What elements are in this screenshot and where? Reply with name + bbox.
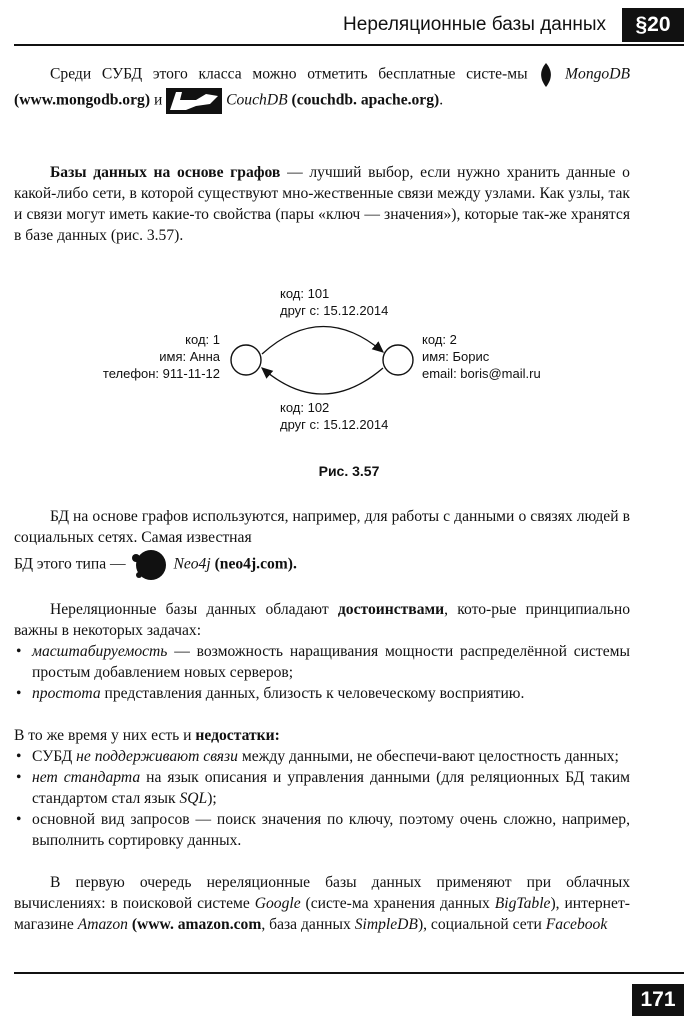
edge-bottom-date: друг с: 15.12.2014 [280,417,389,432]
cloud-text-5: ), социальной сети [417,916,542,933]
footer-rule [14,972,684,974]
disadvantage-text-end: ); [207,790,217,807]
graph-db-paragraph [14,162,630,246]
node1-phone: телефон: 911-11-12 [102,366,220,381]
disadvantage-term: нет стандарта [32,769,141,786]
advantages-intro-text: Нереляционные базы данных обладают [50,601,329,618]
graph-figure [0,282,698,452]
graph-usage-text-2: БД этого типа — [14,555,126,573]
edge-top-date: друг с: 15.12.2014 [280,303,389,318]
neo4j-logo-icon [130,548,170,582]
cloud-text-1: В первую очередь нереляционные базы данных применяют при облачных вычислениях: в поисковой системе [14,874,630,912]
list-item [14,809,630,851]
graph-db-term: Базы данных на основе графов [50,164,281,181]
cloud-text-3: ), интернет-магазине [14,895,630,933]
running-header [14,8,684,46]
couchdb-name: CouchDB [226,91,288,109]
edge-bottom-code: код: 102 [280,400,330,415]
list-item [14,683,630,704]
disadvantages-intro-text: В то же время у них есть и [14,727,192,744]
google-name: Google [254,895,301,912]
intro-text: Среди СУБД этого класса можно отметить бесплатные систе-мы [50,65,528,83]
intro-end: . [439,91,444,109]
node1-code: код: 1 [185,332,220,347]
graph-node-1 [231,345,261,375]
cloud-paragraph [14,872,630,935]
neo4j-name: Neo4j [173,555,211,573]
page-number: 171 [632,984,684,1016]
disadvantages-term: недостатки: [195,727,280,744]
advantage-term: простота [32,685,101,702]
advantage-text: — возможность наращивания мощности распределённой системы простым добавлением новых серверов; [32,643,630,681]
disadvantages-intro [14,725,630,746]
couchdb-logo-icon [166,88,222,114]
cloud-text-2: (систе-ма хранения данных [305,895,490,912]
list-item [14,641,630,683]
disadvantages-list [14,746,630,851]
graph-edge-bottom [262,368,383,394]
advantages-term: достоинствами [337,601,445,618]
simpledb-name: SimpleDB [354,916,418,933]
disadvantage-text: на язык описания и управления данными (для реляционных БД таким стандартом стал язык [32,769,630,807]
graph-usage-text: БД на основе графов используются, например, для работы с данными о связях людей в социальных сетях. Самая известная [14,508,630,546]
graph-db-text: — лучший выбор, если нужно хранить данные о какой-либо сети, в которой существуют мно-жественные связи между узлами. Как узлы, так и связи могут иметь какие-то свойства (пары «ключ — значения»), которые так-же хранятся в базе данных (рис. 3.57). [14,164,630,244]
amazon-url: (www. amazon.com [131,916,262,933]
amazon-name: Amazon [77,916,128,933]
mongodb-name: MongoDB [565,65,631,83]
advantages-intro [14,599,630,641]
cloud-text-4: , база данных [261,916,351,933]
list-item [14,746,630,767]
advantage-term: масштабируемость [32,643,168,660]
advantages-list [14,641,630,704]
graph-node-2 [383,345,413,375]
node2-email: email: boris@mail.ru [422,366,541,381]
edge-top-code: код: 101 [280,286,330,301]
bigtable-name: BigTable [494,895,551,912]
and-word: и [153,91,163,109]
chapter-title: Нереляционные базы данных [343,14,606,35]
disadvantage-term: не поддерживают связи [76,748,238,765]
graph-usage-paragraph [14,506,630,582]
mongodb-leaf-icon [538,62,554,88]
node1-name: имя: Анна [159,349,220,364]
sql-term: SQL [179,790,208,807]
list-item [14,767,630,809]
node2-code: код: 2 [422,332,457,347]
advantages-intro-text-2: , кото-рые принципиально важны в некоторых задачах: [14,601,630,639]
disadvantage-text: основной вид запросов — поиск значения по ключу, поэтому очень сложно, например, выполнить сортировку данных. [32,811,630,849]
figure-caption: Рис. 3.57 [318,463,380,479]
node2-name: имя: Борис [422,349,490,364]
neo4j-url: (neo4j.com). [214,555,297,573]
advantage-text: представления данных, близость к человеческому восприятию. [100,685,525,702]
intro-paragraph [14,62,630,114]
mongodb-url: (www.mongodb.org) [14,91,151,109]
couchdb-url: (couchdb. apache.org) [291,91,440,109]
disadvantage-text: между данными, не обеспечи-вают целостность данных; [237,748,619,765]
section-badge: §20 [622,8,684,42]
disadvantage-pre: СУБД [32,748,77,765]
facebook-name: Facebook [545,916,608,933]
graph-edge-top [262,326,383,354]
